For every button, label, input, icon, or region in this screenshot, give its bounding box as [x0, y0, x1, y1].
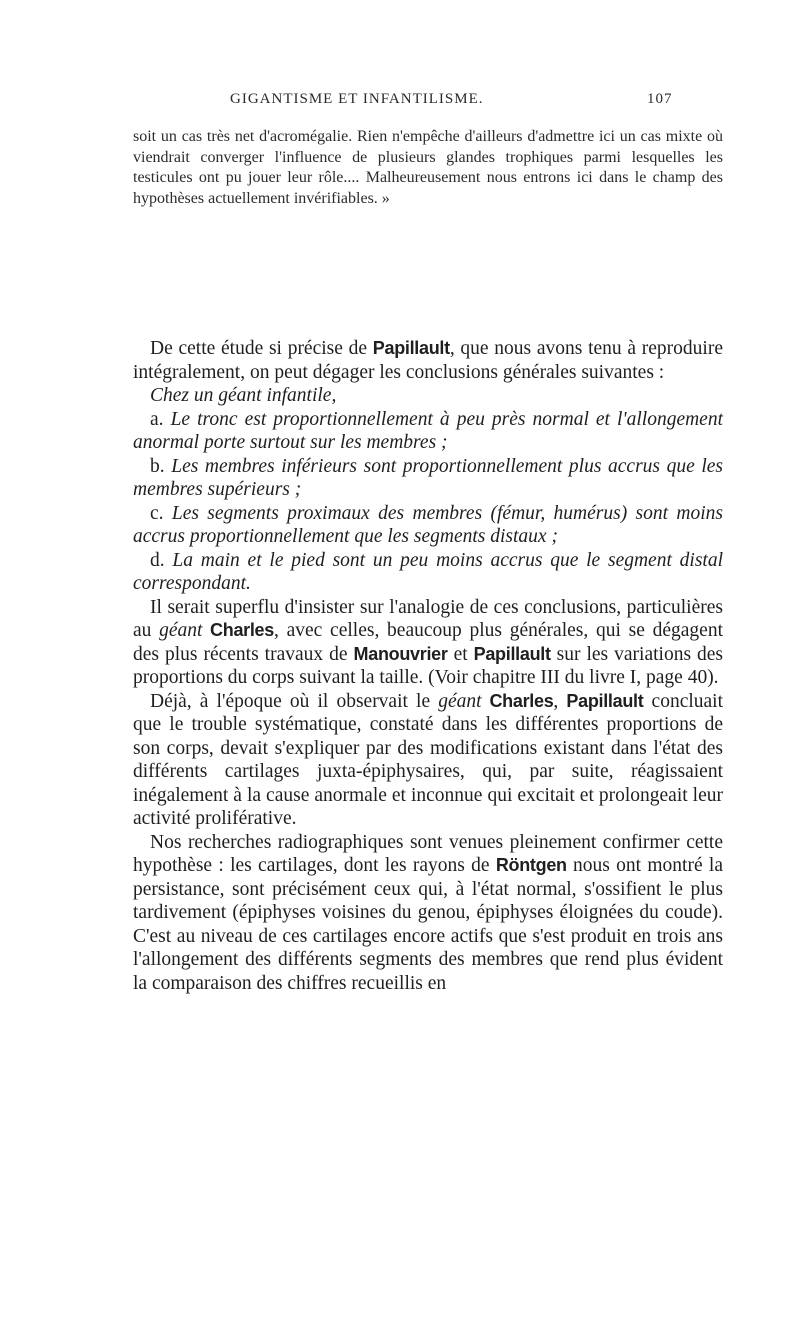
- item-text: La main et le pied sont un peu moins accrus que le segment distal correspondant.: [133, 549, 723, 594]
- paragraph-research: [133, 831, 723, 996]
- text-run: ,: [553, 690, 567, 712]
- text-run: concluait que le trouble systématique, constaté dans les différentes proportions de son corps, devait s'expliquer par des modifications existant dans l'état des différents cartilages juxta-épiphysaires, qui, par suite, réagissaient inégalement à la cause anormale et inconnue qui excitait et prolongeait leur activité proliférative.: [133, 690, 724, 829]
- conclusion-item: [133, 502, 723, 549]
- text-run: Il serait superflu d'insister sur l'analogie de ces conclusions, particulières au: [133, 596, 723, 641]
- conclusion-item: [133, 455, 723, 502]
- page-number: 107: [647, 91, 673, 107]
- main-text: [133, 337, 723, 995]
- conclusion-item: [133, 408, 723, 455]
- item-text: Les segments proximaux des membres (fémur, humérus) sont moins accrus proportionnellement que les segments distaux ;: [133, 502, 723, 547]
- author-name: Papillault: [473, 643, 551, 664]
- item-text: Le tronc est proportionnellement à peu près normal et l'allongement anormal porte surtout sur les membres ;: [133, 408, 724, 453]
- intro-text-2: , que nous avons tenu à reproduire intégralement, on peut dégager les conclusions générales suivantes :: [133, 338, 723, 383]
- text-run: , avec celles, beaucoup plus générales, qui se dégagent des plus récents travaux de: [133, 620, 723, 665]
- running-title: GIGANTISME ET INFANTILISME.: [230, 91, 484, 107]
- item-letter: c.: [150, 502, 172, 524]
- paragraph-epoch: [133, 690, 723, 831]
- proper-name: Charles: [481, 690, 554, 711]
- item-letter: a.: [150, 408, 171, 430]
- item-letter: d.: [150, 549, 173, 571]
- conclusion-item: [133, 549, 723, 596]
- quote-paragraph: soit un cas très net d'acromégalie. Rien n'empêche d'ailleurs d'admettre ici un cas mixte où viendrait converger l'influence de plusieurs glandes trophiques parmi lesquelles les testicules ont pu jouer leur rôle.... Malheureusement nous entrons ici dans le champ des hypothèses actuellement invérifiables. »: [133, 128, 723, 207]
- author-name: Manouvrier: [353, 643, 448, 664]
- author-name: Papillault: [372, 338, 450, 358]
- proper-name: Röntgen: [495, 855, 567, 875]
- proper-name: Charles: [202, 620, 274, 640]
- quoted-passage: [133, 127, 723, 209]
- item-letter: b.: [150, 455, 172, 477]
- intro-paragraph: [133, 337, 723, 384]
- text-run-italic: géant: [438, 690, 482, 712]
- author-name: Papillault: [566, 690, 644, 711]
- intro-text-1: De cette étude si précise de: [150, 338, 373, 359]
- text-run: Nos recherches radiographiques sont venues pleinement confirmer cette hypothèse : les cartilages, dont les rayons de: [133, 831, 723, 876]
- conclusions-heading: [133, 384, 723, 408]
- text-run: et: [447, 643, 474, 665]
- paragraph-analogy: [133, 596, 723, 690]
- heading-text: Chez un géant infantile,: [150, 385, 337, 406]
- text-run-italic: géant: [159, 620, 203, 641]
- item-text: Les membres inférieurs sont proportionnellement plus accrus que les membres supérieurs ;: [133, 455, 724, 500]
- text-run: Déjà, à l'époque où il observait le: [150, 690, 439, 712]
- text-run: nous ont montré la persistance, sont précisément ceux qui, à l'état normal, s'ossifient le plus tardivement (épiphyses voisines du genou, épiphyses éloignées du coude). C'est au niveau de ces cartilages encore actifs que s'est produit en trois ans l'allongement des différents segments des membres que rend plus évident la comparaison des chiffres recueillis en: [133, 855, 723, 994]
- text-run: sur les variations des proportions du corps suivant la taille. (Voir chapitre III du livre I, page 40).: [133, 643, 724, 688]
